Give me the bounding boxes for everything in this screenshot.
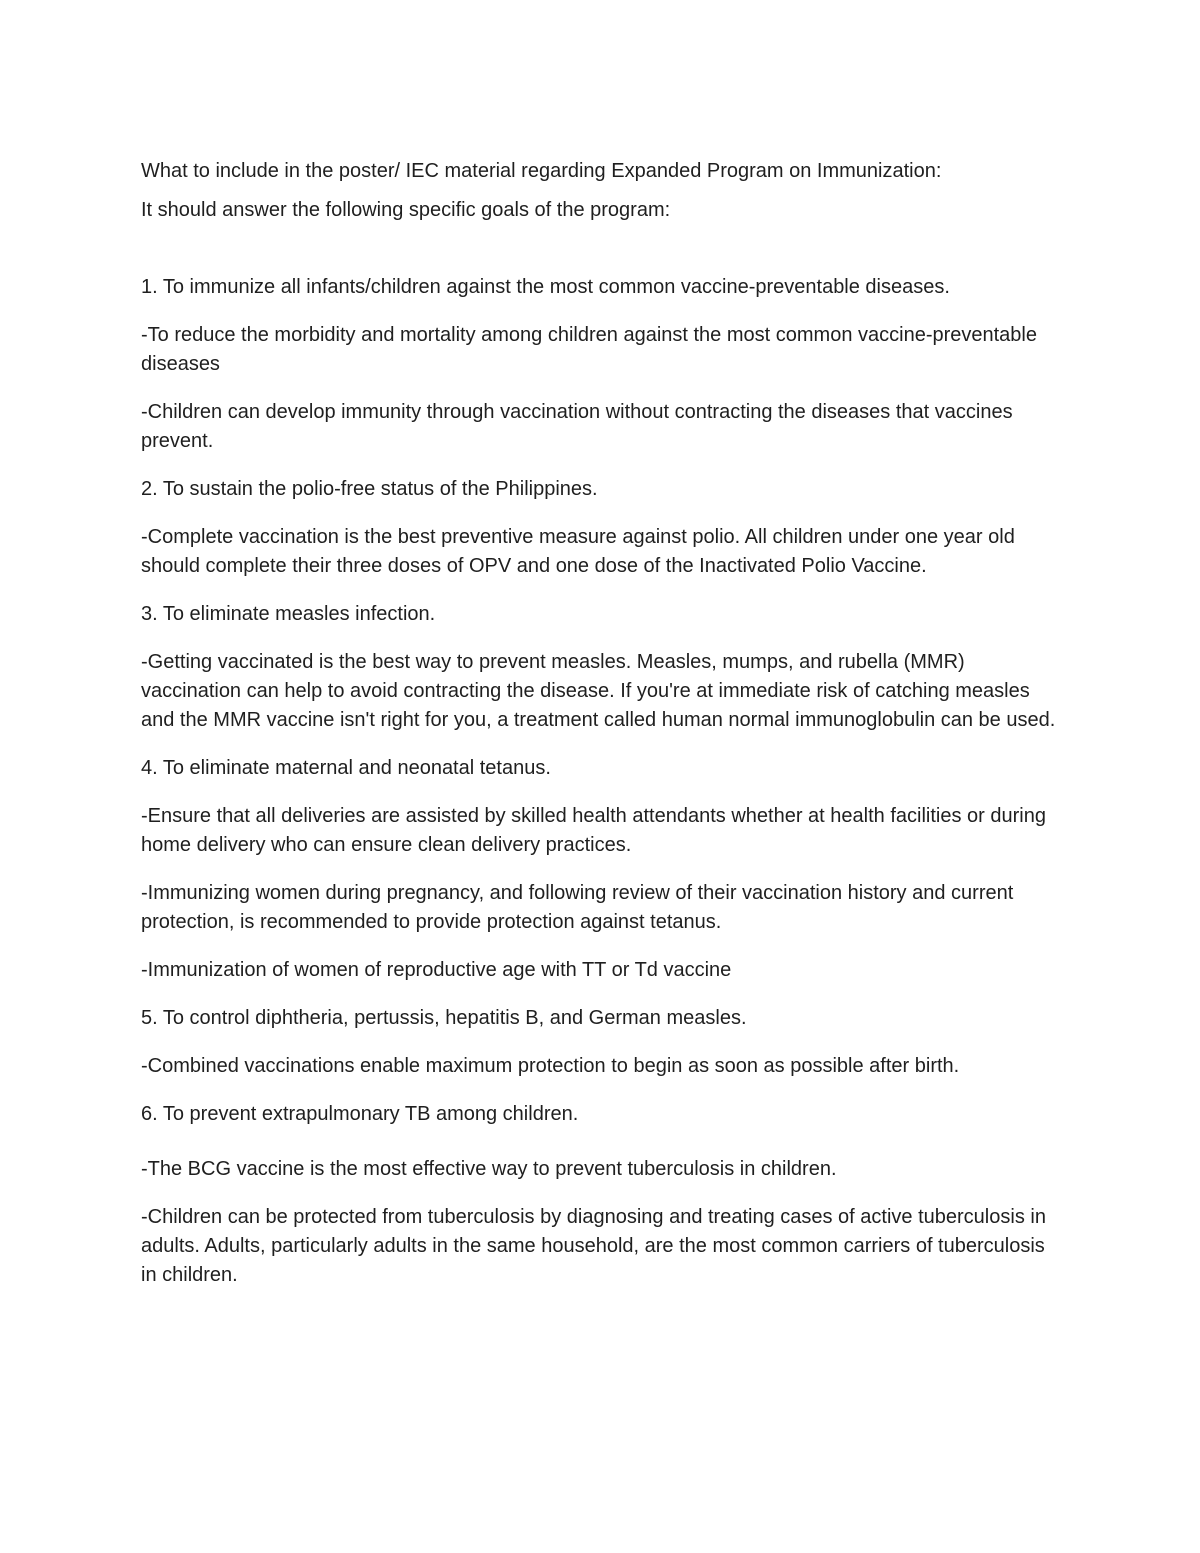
document-title: What to include in the poster/ IEC material regarding Expanded Program on Immunization: — [141, 160, 942, 182]
goal-2-heading: 2. To sustain the polio-free status of the Philippines. — [141, 478, 598, 500]
goal-6-heading: 6. To prevent extrapulmonary TB among children. — [141, 1103, 579, 1125]
goal-1-heading: 1. To immunize all infants/children against the most common vaccine-preventable diseases. — [141, 276, 950, 298]
document-page — [141, 157, 1061, 1290]
goal-5-point-1: -Combined vaccinations enable maximum protection to begin as soon as possible after birth. — [141, 1055, 960, 1077]
goal-2-point-1: -Complete vaccination is the best preventive measure against polio. All children under one year old should complete their three doses of OPV and one dose of the Inactivated Polio Vaccine. — [141, 526, 1015, 577]
goal-4-point-1: -Ensure that all deliveries are assisted by skilled health attendants whether at health facilities or during home delivery who can ensure clean delivery practices. — [141, 805, 1046, 856]
goal-3-heading: 3. To eliminate measles infection. — [141, 603, 436, 625]
goal-1-point-2: -Children can develop immunity through vaccination without contracting the diseases that vaccines prevent. — [141, 401, 1013, 452]
goal-1-point-1: -To reduce the morbidity and mortality among children against the most common vaccine-preventable diseases — [141, 324, 1037, 375]
goal-4-point-2: -Immunizing women during pregnancy, and following review of their vaccination history and current protection, is recommended to provide protection against tetanus. — [141, 882, 1014, 933]
goal-4-heading: 4. To eliminate maternal and neonatal tetanus. — [141, 757, 551, 779]
goal-4-point-3: -Immunization of women of reproductive age with TT or Td vaccine — [141, 959, 732, 981]
document-subtitle: It should answer the following specific goals of the program: — [141, 199, 671, 221]
goal-5-heading: 5. To control diphtheria, pertussis, hepatitis B, and German measles. — [141, 1007, 747, 1029]
goal-6-point-2: -Children can be protected from tuberculosis by diagnosing and treating cases of active tuberculosis in adults. Adults, particularly adults in the same household, are the most common carriers of tuberculosis in children. — [141, 1206, 1046, 1286]
goal-3-point-1: -Getting vaccinated is the best way to prevent measles. Measles, mumps, and rubella (MMR) vaccination can help to avoid contracting the disease. If you're at immediate risk of catching measles and the MMR vaccine isn't right for you, a treatment called human normal immunoglobulin can be used. — [141, 651, 1056, 731]
goal-6-point-1: -The BCG vaccine is the most effective way to prevent tuberculosis in children. — [141, 1158, 837, 1180]
